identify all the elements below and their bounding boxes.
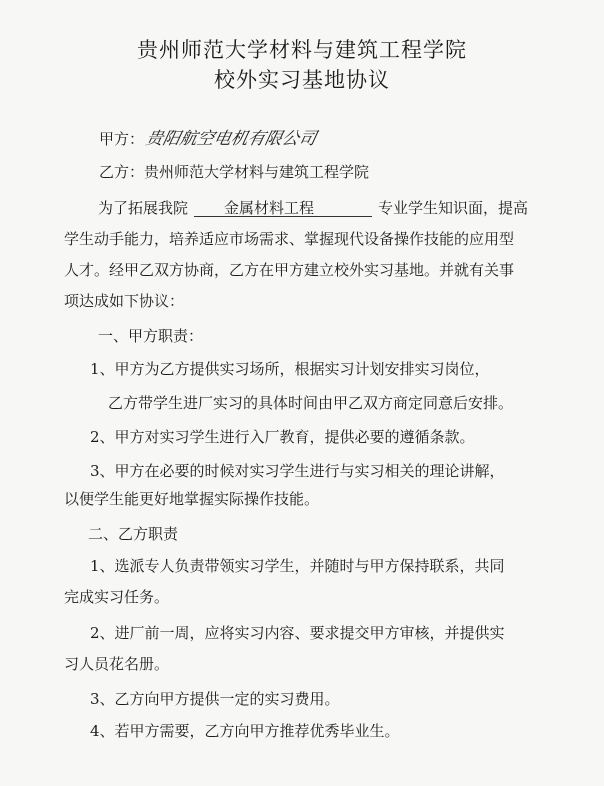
major-field: 金属材料工程 [194,200,372,217]
section-a-item-1-cont: 乙方带学生进厂实习的具体时间由甲乙双方商定同意后安排。 [108,394,514,412]
intro-suffix: 专业学生知识面，提高 [378,199,529,217]
intro-line-1 [98,199,528,217]
section-a-item-1: 1、甲方为乙方提供实习场所，根据实习计划安排实习岗位， [90,360,490,378]
section-a-item-2: 2、甲方对实习学生进行入厂教育，提供必要的遵循条款。 [90,428,475,446]
section-b-heading: 二、乙方职责 [88,525,179,543]
section-a-item-3-cont: 以便学生能更好地掌握实际操作技能。 [64,490,320,508]
intro-prefix: 为了拓展我院 [98,199,189,217]
intro-line-2: 学生动手能力，培养适应市场需求、掌握现代设备操作技能的应用型 [64,230,515,248]
section-b-item-1: 1、选派专人负责带领实习学生，并随时与甲方保持联系，共同 [90,557,505,575]
section-b-item-4: 4、若甲方需要，乙方向甲方推荐优秀毕业生。 [90,722,400,740]
intro-line-3: 人才。经甲乙双方协商，乙方在甲方建立校外实习基地。并就有关事 [64,261,515,279]
section-b-item-2-cont: 习人员花名册。 [64,655,170,673]
section-b-item-2: 2、进厂前一周，应将实习内容、要求提交甲方审核，并提供实 [90,624,505,642]
document-title: 贵州师范大学材料与建筑工程学院 [137,38,467,62]
intro-line-4: 项达成如下协议： [64,292,185,310]
section-b-item-1-cont: 完成实习任务。 [64,588,170,606]
party-a-line [99,129,319,149]
party-b-line: 乙方：贵州师范大学材料与建筑工程学院 [99,163,370,181]
party-a-signature: 贵阳航空电机有限公司 [143,129,319,149]
section-a-item-3: 3、甲方在必要的时候对实习学生进行与实习相关的理论讲解， [90,462,505,480]
document-subtitle: 校外实习基地协议 [214,68,390,92]
section-b-item-3: 3、乙方向甲方提供一定的实习费用。 [90,690,340,708]
section-a-heading: 一、甲方职责： [98,327,204,345]
party-a-label: 甲方： [99,130,145,148]
